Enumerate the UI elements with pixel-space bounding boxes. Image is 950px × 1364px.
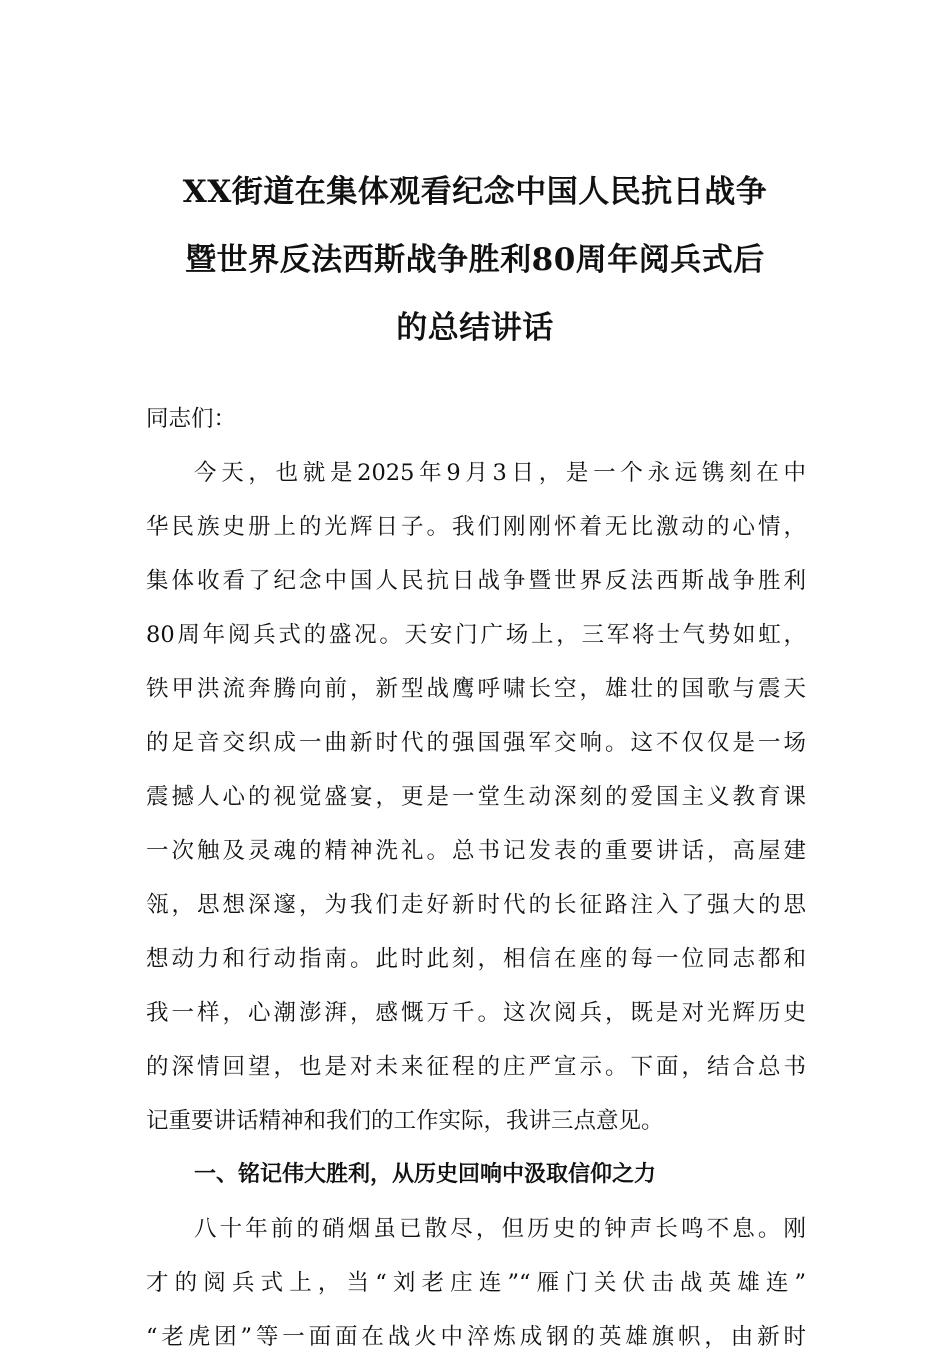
document-title — [120, 158, 830, 362]
title-line-2: 暨世界反法西斯战争胜利80周年阅兵式后 — [185, 242, 765, 278]
salutation: 同志们： — [146, 406, 237, 432]
paragraph-line: 华民族史册上的光辉日子。我们刚刚怀着无比激动的心情， — [146, 514, 806, 540]
paragraph-line: 记重要讲话精神和我们的工作实际，我讲三点意见。 — [146, 1108, 664, 1134]
paragraph-line: “老虎团”等一面面在战火中淬炼成钢的英雄旗帜，由新时 — [146, 1324, 806, 1350]
paragraph-line: 铁甲洪流奔腾向前，新型战鹰呼啸长空，雄壮的国歌与震天 — [146, 676, 806, 702]
paragraph-line: 集体收看了纪念中国人民抗日战争暨世界反法西斯战争胜利 — [146, 568, 806, 594]
paragraph-1 — [146, 446, 806, 1148]
paragraph-line: 震撼人心的视觉盛宴，更是一堂生动深刻的爱国主义教育课 — [146, 784, 806, 810]
paragraph-line: 八十年前的硝烟虽已散尽，但历史的钟声长鸣不息。刚 — [194, 1216, 806, 1242]
paragraph-line: 的足音交织成一曲新时代的强国强军交响。这不仅仅是一场 — [146, 730, 806, 756]
paragraph-line: 瓴，思想深邃，为我们走好新时代的长征路注入了强大的思 — [146, 892, 806, 918]
title-line-1: XX街道在集体观看纪念中国人民抗日战争 — [182, 174, 768, 210]
document-body — [146, 392, 806, 1364]
section-heading-1: 一、铭记伟大胜利，从历史回响中汲取信仰之力 — [194, 1162, 657, 1187]
paragraph-line: 的深情回望，也是对未来征程的庄严宣示。下面，结合总书 — [146, 1054, 806, 1080]
paragraph-2 — [146, 1202, 806, 1364]
paragraph-line: 想动力和行动指南。此时此刻，相信在座的每一位同志都和 — [146, 946, 806, 972]
paragraph-line: 才的阅兵式上，当“刘老庄连”“雁门关伏击战英雄连” — [146, 1270, 806, 1296]
title-line-3: 的总结讲话 — [396, 310, 554, 346]
paragraph-line: 一次触及灵魂的精神洗礼。总书记发表的重要讲话，高屋建 — [146, 838, 806, 864]
paragraph-line: 我一样，心潮澎湃，感慨万千。这次阅兵，既是对光辉历史 — [146, 1000, 806, 1026]
paragraph-line: 今天，也就是2025年9月3日，是一个永远镌刻在中 — [194, 460, 806, 486]
paragraph-line: 80周年阅兵式的盛况。天安门广场上，三军将士气势如虹， — [146, 622, 806, 648]
